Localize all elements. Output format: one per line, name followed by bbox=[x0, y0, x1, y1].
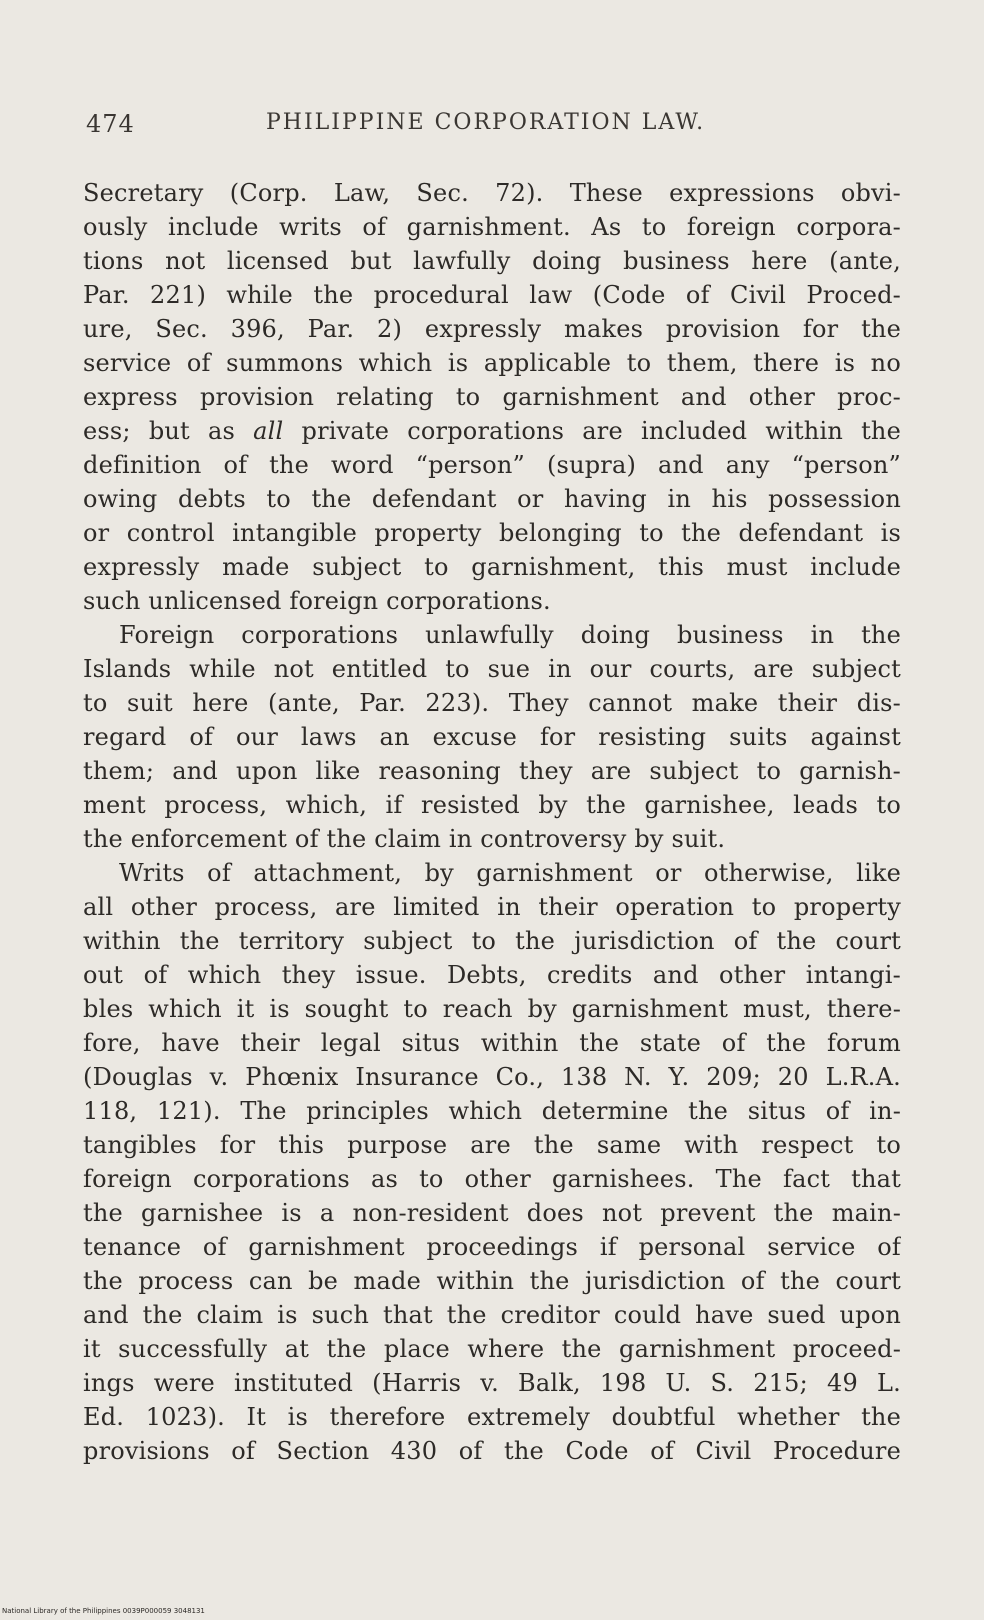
text-line: Secretary (Corp. Law, Sec. 72). These expressions obvi- bbox=[83, 179, 901, 207]
text-line: within the territory subject to the jurisdiction of the court bbox=[83, 927, 901, 955]
text-line: (Douglas v. Phœnix Insurance Co., 138 N. Y. 209; 20 L.R.A. bbox=[83, 1063, 901, 1091]
text-line: definition of the word “person” (supra) and any “person” bbox=[83, 451, 901, 479]
text-line: foreign corporations as to other garnishees. The fact that bbox=[83, 1165, 901, 1193]
text-line: tangibles for this purpose are the same with respect to bbox=[83, 1131, 901, 1159]
text-line: fore, have their legal situs within the state of the forum bbox=[83, 1029, 901, 1057]
text-line: Ed. 1023). It is therefore extremely doubtful whether the bbox=[83, 1403, 901, 1431]
text-line: bles which it is sought to reach by garnishment must, there- bbox=[83, 995, 901, 1023]
text-line: owing debts to the defendant or having in his possession bbox=[83, 485, 901, 513]
body-text bbox=[83, 176, 901, 1468]
text-line: and the claim is such that the creditor could have sued upon bbox=[83, 1301, 901, 1329]
text-line: out of which they issue. Debts, credits and other intangi- bbox=[83, 961, 901, 989]
text-line: the enforcement of the claim in controversy by suit. bbox=[83, 825, 726, 853]
text-line: all other process, are limited in their operation to property bbox=[83, 893, 901, 921]
text-line: tenance of garnishment proceedings if personal service of bbox=[83, 1233, 901, 1261]
text-line: ously include writs of garnishment. As to foreign corpora- bbox=[83, 213, 901, 241]
paragraph bbox=[83, 176, 901, 618]
text-line: ess; but as all private corporations are included within the bbox=[83, 417, 901, 445]
text-line: tions not licensed but lawfully doing business here (ante, bbox=[83, 247, 901, 275]
page-number: 474 bbox=[86, 110, 135, 138]
page-header bbox=[86, 110, 900, 146]
text-line: ure, Sec. 396, Par. 2) expressly makes provision for the bbox=[83, 315, 901, 343]
text-line: regard of our laws an excuse for resisting suits against bbox=[83, 723, 901, 751]
text-line: service of summons which is applicable to them, there is no bbox=[83, 349, 901, 377]
text-line: ment process, which, if resisted by the garnishee, leads to bbox=[83, 791, 901, 819]
running-title: PHILIPPINE CORPORATION LAW. bbox=[266, 110, 706, 135]
text-line: them; and upon like reasoning they are subject to garnish- bbox=[83, 757, 901, 785]
text-line: Par. 221) while the procedural law (Code of Civil Proced- bbox=[83, 281, 901, 309]
text-line: to suit here (ante, Par. 223). They cannot make their dis- bbox=[83, 689, 901, 717]
paragraph bbox=[83, 856, 901, 1468]
text-line: expressly made subject to garnishment, this must include bbox=[83, 553, 901, 581]
paragraph bbox=[83, 618, 901, 856]
text-line: express provision relating to garnishment and other proc- bbox=[83, 383, 901, 411]
text-line: provisions of Section 430 of the Code of Civil Procedure bbox=[83, 1437, 901, 1465]
text-line: Islands while not entitled to sue in our courts, are subject bbox=[83, 655, 901, 683]
text-line: Writs of attachment, by garnishment or otherwise, like bbox=[119, 859, 901, 887]
text-line: such unlicensed foreign corporations. bbox=[83, 587, 551, 615]
scan-credit: National Library of the Philippines 0039P000059 3048131 bbox=[2, 1607, 205, 1615]
text-line: it successfully at the place where the garnishment proceed- bbox=[83, 1335, 901, 1363]
text-line: or control intangible property belonging to the defendant is bbox=[83, 519, 901, 547]
text-line: the process can be made within the jurisdiction of the court bbox=[83, 1267, 901, 1295]
text-line: ings were instituted (Harris v. Balk, 198 U. S. 215; 49 L. bbox=[83, 1369, 901, 1397]
text-line: Foreign corporations unlawfully doing business in the bbox=[119, 621, 901, 649]
text-line: the garnishee is a non-resident does not prevent the main- bbox=[83, 1199, 901, 1227]
text-line: 118, 121). The principles which determine the situs of in- bbox=[83, 1097, 901, 1125]
emphasis: all bbox=[253, 417, 284, 445]
